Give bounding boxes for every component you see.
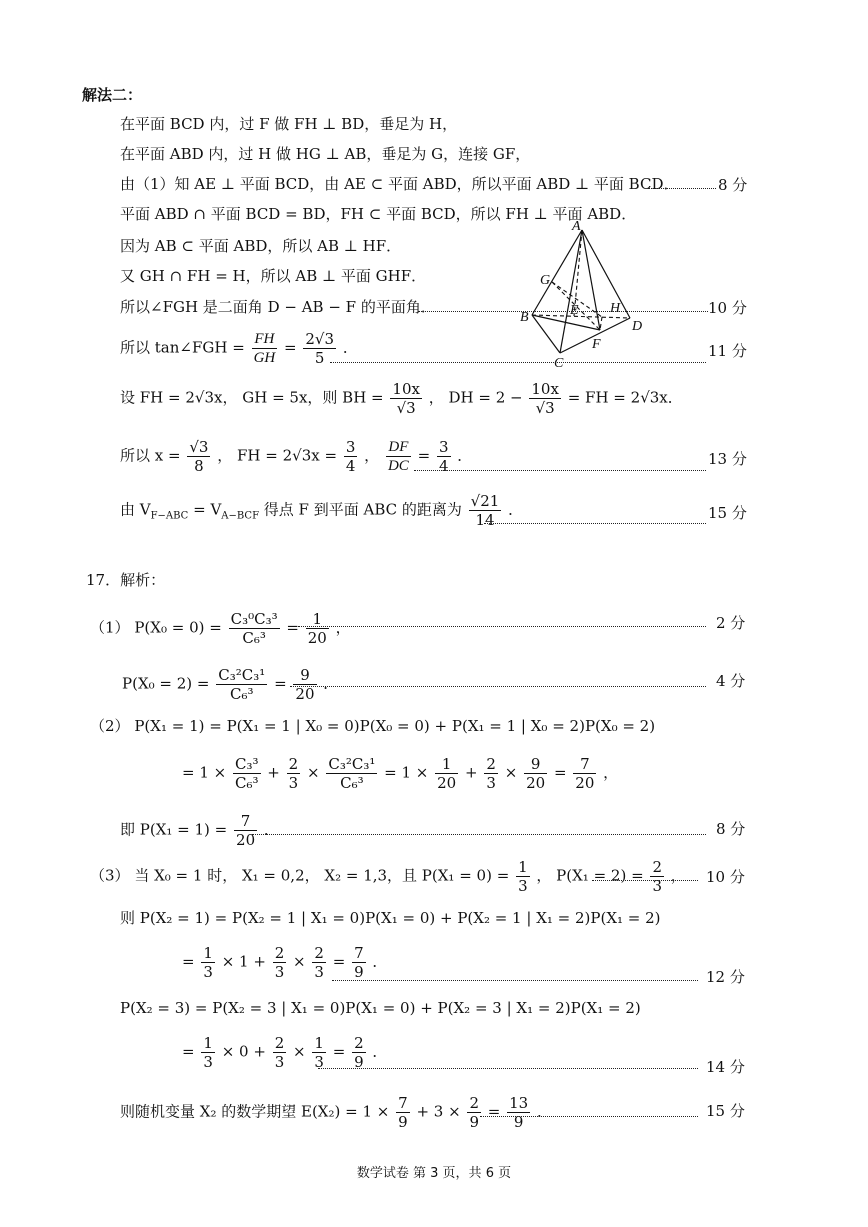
- text-fragment: =: [182, 952, 195, 971]
- text-fragment: ，: [335, 618, 351, 637]
- formula-line: [90, 610, 351, 647]
- denominator: 5: [314, 349, 325, 367]
- text-fragment: 设 FH = 2√3x， GH = 5x，则 BH =: [120, 388, 384, 407]
- segment-HF: [600, 317, 602, 330]
- denominator: 4: [345, 457, 356, 475]
- text-fragment: ．: [457, 446, 473, 465]
- text-line: 由（1）知 AE ⊥ 平面 BCD，由 AE ⊂ 平面 ABD，所以平面 ABD ⊥ 平面 BCD．: [120, 175, 679, 193]
- denominator: 3: [314, 1053, 324, 1071]
- text-fragment: =: [553, 763, 567, 782]
- text-fragment: ×: [293, 952, 306, 971]
- dot-leader: [298, 626, 706, 627]
- text-fragment: ×: [293, 1042, 306, 1061]
- text-fragment: ．: [372, 952, 388, 971]
- numerator: 3: [345, 438, 356, 456]
- text-fragment: 即 P(X₁ = 1) =: [120, 820, 228, 839]
- numerator: C₃³: [235, 755, 259, 773]
- score-mark: 2 分: [716, 614, 746, 632]
- score-mark: 15 分: [708, 504, 747, 522]
- fraction: [229, 610, 280, 647]
- denominator: C₆³: [340, 774, 364, 792]
- fraction: [573, 755, 596, 792]
- numerator: DF: [386, 438, 411, 457]
- text-fragment: =: [332, 952, 346, 971]
- denominator: 20: [236, 831, 256, 849]
- numerator: 2: [486, 755, 496, 773]
- denominator: DC: [387, 458, 409, 474]
- text-line: 平面 ABD ∩ 平面 BCD = BD，FH ⊂ 平面 BCD，所以 FH ⊥ 平面 ABD．: [120, 205, 637, 223]
- numerator: C₃²C₃¹: [218, 666, 266, 684]
- text-fragment: 所以 tan∠FGH =: [120, 338, 245, 357]
- numerator: 9: [293, 666, 316, 685]
- vertex-label: B: [520, 310, 529, 325]
- numerator: 3: [438, 438, 449, 456]
- fraction: [312, 1034, 326, 1071]
- fraction: [516, 858, 530, 895]
- score-mark: 8 分: [718, 176, 748, 194]
- fraction: [252, 330, 278, 367]
- vertex-label: H: [610, 301, 621, 316]
- text-fragment: =: [417, 446, 431, 465]
- score-mark: 11 分: [708, 342, 747, 360]
- vertex-label: G: [540, 273, 551, 288]
- fraction: [306, 610, 329, 647]
- formula-line: [122, 666, 338, 703]
- fraction: [201, 1034, 215, 1071]
- numerator: 1: [435, 755, 458, 774]
- fraction: [650, 858, 664, 895]
- dot-leader: [290, 686, 706, 687]
- score-mark: 10 分: [706, 868, 745, 886]
- numerator: 13: [509, 1094, 529, 1112]
- dot-leader: [414, 470, 706, 471]
- denominator: 9: [398, 1113, 408, 1131]
- pyramid-figure: [510, 218, 658, 370]
- denominator: 3: [652, 877, 662, 895]
- fraction: [312, 944, 326, 981]
- numerator: 2: [288, 755, 299, 773]
- formula-line: [120, 330, 358, 367]
- denominator: 20: [295, 685, 315, 703]
- numerator: 2: [274, 944, 285, 962]
- text-fragment: =: [286, 618, 299, 637]
- text-fragment: P(X₀ = 0) =: [134, 618, 222, 637]
- vertex-label: A: [572, 219, 581, 234]
- text-fragment: ， P(X₁ = 2) =: [536, 866, 644, 885]
- question-heading: 17．解析：: [86, 571, 166, 589]
- score-mark: 12 分: [706, 968, 745, 986]
- denominator: 9: [354, 963, 364, 981]
- formula-line: P(X₂ = 3) = P(X₂ = 3 | X₁ = 0)P(X₁ = 0) + P(X₂ = 3 | X₁ = 2)P(X₁ = 2): [120, 999, 641, 1017]
- text-fragment: ，: [364, 446, 380, 465]
- score-mark: 13 分: [708, 450, 747, 468]
- text-fragment: ×: [504, 763, 518, 782]
- fraction: [216, 666, 267, 703]
- score-mark: 14 分: [706, 1058, 745, 1076]
- formula-line: [120, 380, 683, 417]
- dot-leader: [480, 1116, 698, 1117]
- formula-line: [120, 1094, 552, 1131]
- fraction: [233, 755, 261, 792]
- text-fragment: ．: [537, 1102, 553, 1121]
- formula-line: [182, 755, 618, 792]
- fraction: [529, 380, 561, 417]
- denominator: 3: [274, 963, 285, 981]
- fraction: [201, 944, 215, 981]
- denominator: 3: [518, 877, 528, 895]
- fraction: [467, 1094, 481, 1131]
- formula-line: [120, 492, 523, 529]
- numerator: 7: [573, 755, 596, 774]
- numerator: 7: [354, 944, 364, 962]
- denominator: 20: [437, 774, 457, 792]
- text-fragment: =: [284, 338, 297, 357]
- text-fragment: 则随机变量 X₂ 的数学期望 E(X₂) = 1 ×: [120, 1102, 390, 1121]
- formula-line: [182, 1034, 387, 1071]
- denominator: 3: [274, 1053, 285, 1071]
- formula-line: 则 P(X₂ = 1) = P(X₂ = 1 | X₁ = 0)P(X₁ = 0) + P(X₂ = 1 | X₁ = 2)P(X₁ = 2): [120, 909, 661, 927]
- page-footer: 数学试卷 第 3 页，共 6 页: [356, 1166, 512, 1181]
- denominator: 20: [575, 774, 595, 792]
- text-fragment: =: [182, 1042, 195, 1061]
- fraction: [435, 755, 458, 792]
- dot-leader: [252, 834, 706, 835]
- denominator: 3: [314, 963, 324, 981]
- fraction: [293, 666, 316, 703]
- dot-leader: [332, 980, 698, 981]
- fraction: [352, 1034, 366, 1071]
- text-fragment: ．: [323, 674, 339, 693]
- text-fragment: = V: [188, 500, 222, 519]
- text-line: 在平面 BCD 内，过 F 做 FH ⊥ BD，垂足为 H，: [120, 115, 458, 133]
- text-fragment: ．: [263, 820, 279, 839]
- numerator: 1: [203, 944, 213, 962]
- text-fragment: 得点 F 到平面 ABC 的距离为: [259, 500, 462, 519]
- part-tag: （3）: [90, 866, 130, 885]
- text-line: 又 GH ∩ FH = H，所以 AB ⊥ 平面 GHF．: [120, 267, 427, 285]
- fraction: [344, 438, 358, 475]
- denominator: 3: [486, 774, 496, 792]
- fraction: [396, 1094, 410, 1131]
- text-fragment: + 3 ×: [416, 1102, 461, 1121]
- text-fragment: 当 X₀ = 1 时， X₁ = 0,2， X₂ = 1,3，且 P(X₁ = 0) =: [134, 866, 510, 885]
- numerator: 2: [354, 1034, 364, 1052]
- numerator: 1: [203, 1034, 213, 1052]
- text-line: 因为 AB ⊂ 平面 ABD，所以 AB ⊥ HF．: [120, 237, 402, 255]
- numerator: 2: [469, 1094, 479, 1112]
- fraction: [273, 944, 287, 981]
- text-fragment: +: [267, 763, 280, 782]
- numerator: 1: [518, 858, 528, 876]
- part-tag: （2）: [90, 717, 130, 735]
- text-line: 所以∠FGH 是二面角 D − AB − F 的平面角．: [120, 298, 436, 316]
- text-fragment: +: [465, 763, 478, 782]
- denominator: 8: [194, 457, 204, 475]
- text-fragment: ×: [306, 763, 320, 782]
- text-fragment: P(X₀ = 2) =: [122, 674, 210, 693]
- numerator: 7: [398, 1094, 408, 1112]
- vertex-label: D: [632, 319, 643, 334]
- fraction: [234, 812, 257, 849]
- part-tag: （1）: [90, 618, 130, 637]
- formula-line: [90, 858, 686, 895]
- text-fragment: 所以 x =: [120, 446, 181, 465]
- numerator: 7: [234, 812, 257, 831]
- denominator: C₆³: [235, 774, 259, 792]
- fraction: [273, 1034, 287, 1071]
- formula-line: [90, 716, 655, 736]
- vertex-label: F: [592, 337, 601, 352]
- text-fragment: ，: [603, 763, 619, 782]
- text-fragment: × 0 +: [221, 1042, 266, 1061]
- subscript: F−ABC: [150, 510, 189, 522]
- dot-leader: [318, 1068, 698, 1069]
- subscript: A−BCF: [221, 510, 260, 522]
- text-fragment: × 1 +: [221, 952, 266, 971]
- fraction: [187, 438, 210, 475]
- text-fragment: ．: [372, 1042, 388, 1061]
- fraction: [507, 1094, 530, 1131]
- text-fragment: P(X₁ = 1) = P(X₁ = 1 | X₀ = 0)P(X₀ = 0) + P(X₁ = 1 | X₀ = 2)P(X₀ = 2): [134, 717, 656, 735]
- text-line: 在平面 ABD 内，过 H 做 HG ⊥ AB，垂足为 G，连接 GF，: [120, 145, 531, 163]
- text-fragment: ， DH = 2 −: [428, 388, 523, 407]
- denominator: 9: [469, 1113, 479, 1131]
- dot-leader: [592, 880, 698, 881]
- denominator: √3: [535, 399, 555, 417]
- text-fragment: =: [332, 1042, 346, 1061]
- text-fragment: = 1 ×: [384, 763, 429, 782]
- fraction: [524, 755, 547, 792]
- numerator: 9: [524, 755, 547, 774]
- numerator: 10x: [392, 380, 420, 398]
- numerator: 1: [314, 1034, 324, 1052]
- dot-leader: [484, 523, 706, 524]
- edge-AF: [582, 230, 600, 330]
- denominator: 20: [526, 774, 546, 792]
- text-fragment: ．: [508, 500, 524, 519]
- text-fragment: = FH = 2√3x．: [567, 388, 683, 407]
- denominator: 20: [307, 629, 327, 647]
- text-fragment: =: [274, 674, 287, 693]
- denominator: 3: [203, 963, 213, 981]
- score-mark: 4 分: [716, 672, 746, 690]
- denominator: 4: [438, 457, 449, 475]
- text-fragment: ， FH = 2√3x =: [217, 446, 338, 465]
- formula-line: [120, 812, 279, 849]
- vertex-label: E: [570, 303, 579, 318]
- score-mark: 10 分: [708, 299, 747, 317]
- numerator: FH: [252, 330, 278, 349]
- formula-line: [182, 944, 387, 981]
- text-fragment: ．: [342, 338, 358, 357]
- fraction: [390, 380, 422, 417]
- fraction: [326, 755, 377, 792]
- denominator: 14: [475, 511, 495, 529]
- denominator: 9: [513, 1113, 524, 1131]
- fraction: [352, 944, 366, 981]
- text-fragment: 由 V: [120, 500, 151, 519]
- denominator: 3: [203, 1053, 213, 1071]
- numerator: 10x: [531, 380, 559, 398]
- numerator: √3: [189, 438, 209, 456]
- text-fragment: = 1 ×: [182, 763, 227, 782]
- denominator: 3: [288, 774, 299, 792]
- fraction: [484, 755, 498, 792]
- fraction: [386, 438, 411, 475]
- score-mark: 8 分: [716, 820, 746, 838]
- section-heading: 解法二：: [82, 86, 143, 104]
- edge-AD: [582, 230, 630, 318]
- numerator: 1: [306, 610, 329, 629]
- denominator: 9: [354, 1053, 364, 1071]
- denominator: GH: [253, 350, 276, 366]
- text-fragment: ，: [670, 866, 686, 885]
- numerator: √21: [470, 492, 500, 510]
- score-mark: 15 分: [706, 1102, 745, 1120]
- numerator: C₃⁰C₃³: [230, 610, 278, 628]
- numerator: 2: [652, 858, 662, 876]
- denominator: C₆³: [230, 685, 254, 703]
- denominator: C₆³: [242, 629, 266, 647]
- numerator: 2: [274, 1034, 285, 1052]
- numerator: 2√3: [305, 330, 335, 348]
- vertex-label: C: [554, 356, 564, 370]
- denominator: √3: [396, 399, 416, 417]
- numerator: 2: [314, 944, 324, 962]
- fraction: [287, 755, 301, 792]
- dot-leader: [648, 188, 716, 189]
- text-fragment: =: [487, 1102, 501, 1121]
- numerator: C₃²C₃¹: [328, 755, 376, 773]
